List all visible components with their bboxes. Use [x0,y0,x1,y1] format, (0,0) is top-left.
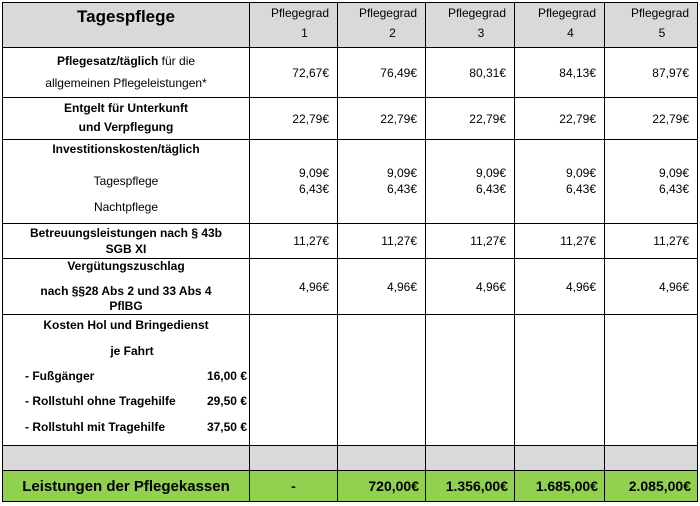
pflegesatz-value: 87,97€ [605,48,698,98]
spacer-cell [250,446,338,471]
spacer-cell [605,446,698,471]
invest-values: 9,09€ 6,43€ [515,140,605,224]
total-label: Leistungen der Pflegekassen [3,471,250,502]
hol-item-label: - Fußgänger [25,369,95,383]
pflegesatz-value: 84,13€ [515,48,605,98]
empty-cell [515,315,605,446]
grade-header-3: Pflegegrad 3 [426,3,515,48]
hol-item-label: - Rollstuhl mit Tragehilfe [25,420,166,434]
verguetung-value: 4,96€ [250,259,338,315]
verguetung-value: 4,96€ [338,259,426,315]
care-fee-table [2,2,698,502]
total-value: 1.356,00€ [426,471,515,502]
verguetung-value: 4,96€ [426,259,515,315]
verguetung-label: Vergütungszuschlag nach §§28 Abs 2 und 33 Abs 4 PflBG [3,259,250,315]
invest-label: Investitionskosten/täglich Tagespflege Nachtpflege [3,140,250,224]
total-row [3,471,698,502]
total-value: 2.085,00€ [605,471,698,502]
invest-values: 9,09€ 6,43€ [426,140,515,224]
empty-cell [250,315,338,446]
row-invest [3,140,698,224]
betreuung-value: 11,27€ [605,224,698,259]
total-value: - [250,471,338,502]
total-value: 720,00€ [338,471,426,502]
hol-item-price: 29,50 € [206,394,247,408]
entgelt-value: 22,79€ [338,98,426,140]
entgelt-label: Entgelt für Unterkunft und Verpflegung [3,98,250,140]
table-title: Tagespflege [3,3,250,48]
empty-cell [605,315,698,446]
invest-values: 9,09€ 6,43€ [605,140,698,224]
spacer-cell [426,446,515,471]
entgelt-value: 22,79€ [605,98,698,140]
hol-label: Kosten Hol und Bringedienst je Fahrt - Fußgänger 16,00 € - Rollstuhl ohne Tragehilfe 29,50 € - Rollstuhl mit Tragehilfe 37,50 € [3,315,250,446]
row-verguetung [3,259,698,315]
empty-cell [426,315,515,446]
invest-values: 9,09€ 6,43€ [338,140,426,224]
betreuung-label: Betreuungsleistungen nach § 43b SGB XI [3,224,250,259]
invest-sub-nacht: Nachtpflege [93,200,159,214]
pflegesatz-label: Pflegesatz/täglich für die allgemeinen Pflegeleistungen* [3,48,250,98]
row-entgelt [3,98,698,140]
spacer-row [3,446,698,471]
grade-header-1: Pflegegrad 1 [250,3,338,48]
spacer-cell [3,446,250,471]
entgelt-value: 22,79€ [250,98,338,140]
spacer-cell [515,446,605,471]
entgelt-value: 22,79€ [515,98,605,140]
betreuung-value: 11,27€ [426,224,515,259]
pflegesatz-value: 72,67€ [250,48,338,98]
entgelt-value: 22,79€ [426,98,515,140]
betreuung-value: 11,27€ [338,224,426,259]
grade-header-2: Pflegegrad 2 [338,3,426,48]
hol-item-price: 16,00 € [206,369,247,383]
spacer-cell [338,446,426,471]
row-pflegesatz [3,48,698,98]
verguetung-value: 4,96€ [515,259,605,315]
betreuung-value: 11,27€ [515,224,605,259]
header-row [3,3,698,48]
row-betreuung [3,224,698,259]
hol-item-label: - Rollstuhl ohne Tragehilfe [25,394,176,408]
grade-header-5: Pflegegrad 5 [605,3,698,48]
grade-header-4: Pflegegrad 4 [515,3,605,48]
verguetung-value: 4,96€ [605,259,698,315]
pflegesatz-value: 80,31€ [426,48,515,98]
row-hol-bringedienst [3,315,698,446]
invest-sub-tag: Tagespflege [93,174,159,188]
betreuung-value: 11,27€ [250,224,338,259]
total-value: 1.685,00€ [515,471,605,502]
invest-values: 9,09€ 6,43€ [250,140,338,224]
pflegesatz-value: 76,49€ [338,48,426,98]
empty-cell [338,315,426,446]
hol-item-price: 37,50 € [206,420,247,434]
